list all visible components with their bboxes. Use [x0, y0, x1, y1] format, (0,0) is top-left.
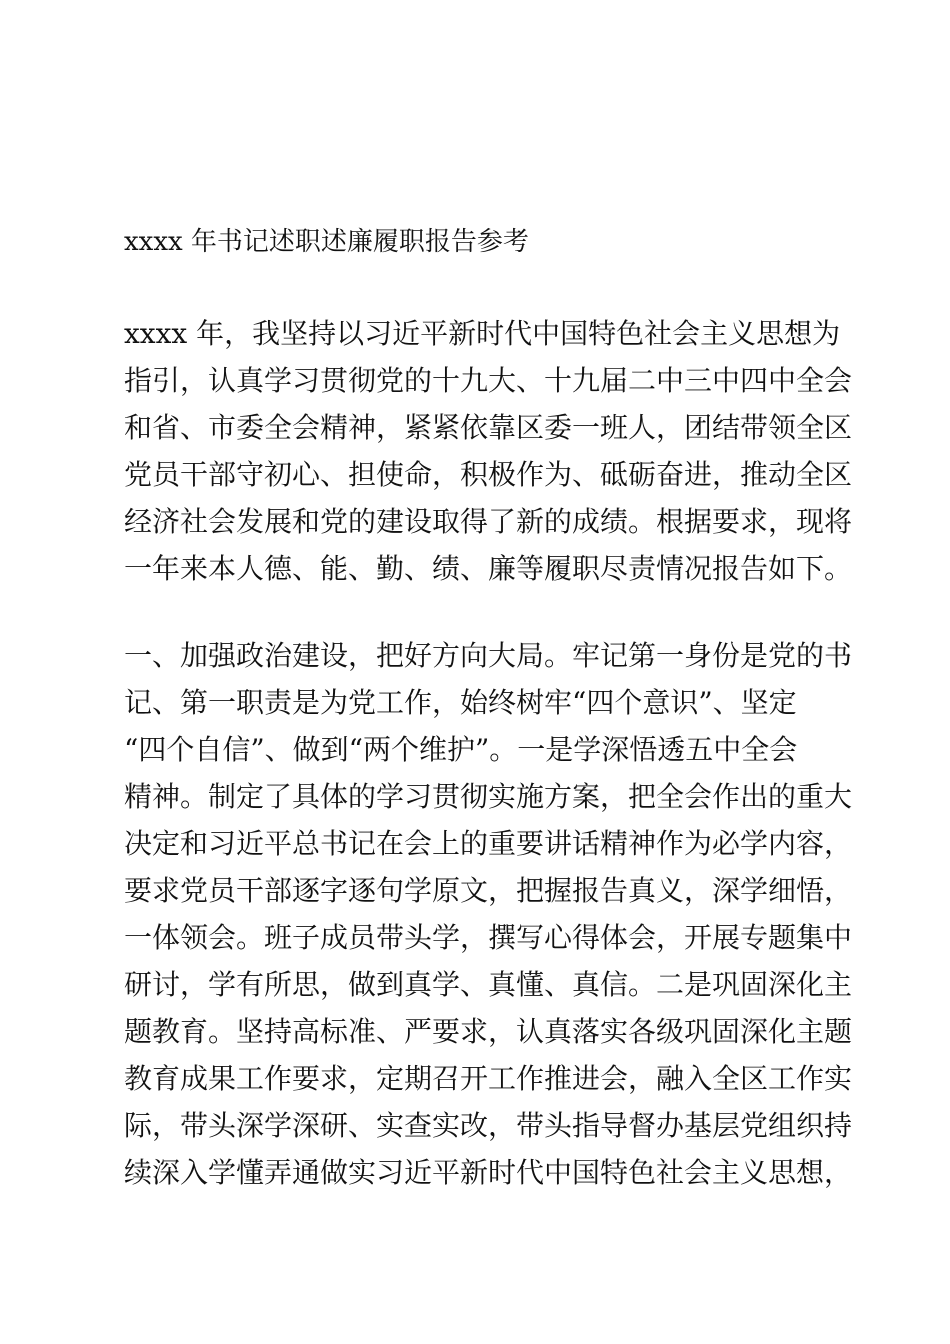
text-line: 经济社会发展和党的建设取得了新的成绩。根据要求，现将	[124, 505, 853, 538]
text-line: 和省、市委全会精神，紧紧依靠区委一班人，团结带领全区	[124, 411, 853, 444]
text-line: 题教育。坚持高标准、严要求，认真落实各级巩固深化主题	[124, 1015, 853, 1048]
text-line: xxxx 年，我坚持以习近平新时代中国特色社会主义思想为	[124, 317, 841, 350]
text-line: 一、加强政治建设，把好方向大局。牢记第一身份是党的书	[124, 639, 853, 672]
text-line: 要求党员干部逐字逐句学原文，把握报告真义，深学细悟，	[124, 874, 853, 907]
text-line: 一体领会。班子成员带头学，撰写心得体会，开展专题集中	[124, 921, 853, 954]
text-line: 续深入学懂弄通做实习近平新时代中国特色社会主义思想，	[124, 1156, 853, 1189]
text-line: 教育成果工作要求，定期召开工作推进会，融入全区工作实	[124, 1062, 853, 1095]
text-line: 一年来本人德、能、勤、绩、廉等履职尽责情况报告如下。	[124, 552, 853, 585]
paragraph-section-one	[124, 632, 853, 1196]
text-line: 决定和习近平总书记在会上的重要讲话精神作为必学内容，	[124, 827, 853, 860]
text-line: “四个自信”、做到“两个维护”。一是学深悟透五中全会	[124, 733, 798, 766]
paragraph-intro	[124, 310, 853, 592]
text-line: 指引，认真学习贯彻党的十九大、十九届二中三中四中全会	[124, 364, 853, 397]
document-title: xxxx 年书记述职述廉履职报告参考	[124, 227, 529, 257]
text-line: 研讨，学有所思，做到真学、真懂、真信。二是巩固深化主	[124, 968, 853, 1001]
text-line: 记、第一职责是为党工作，始终树牢“四个意识”、坚定	[124, 686, 797, 719]
text-line: 精神。制定了具体的学习贯彻实施方案，把全会作出的重大	[124, 780, 853, 813]
text-line: 际，带头深学深研、实查实改，带头指导督办基层党组织持	[124, 1109, 853, 1142]
text-line: 党员干部守初心、担使命，积极作为、砥砺奋进，推动全区	[124, 458, 853, 491]
